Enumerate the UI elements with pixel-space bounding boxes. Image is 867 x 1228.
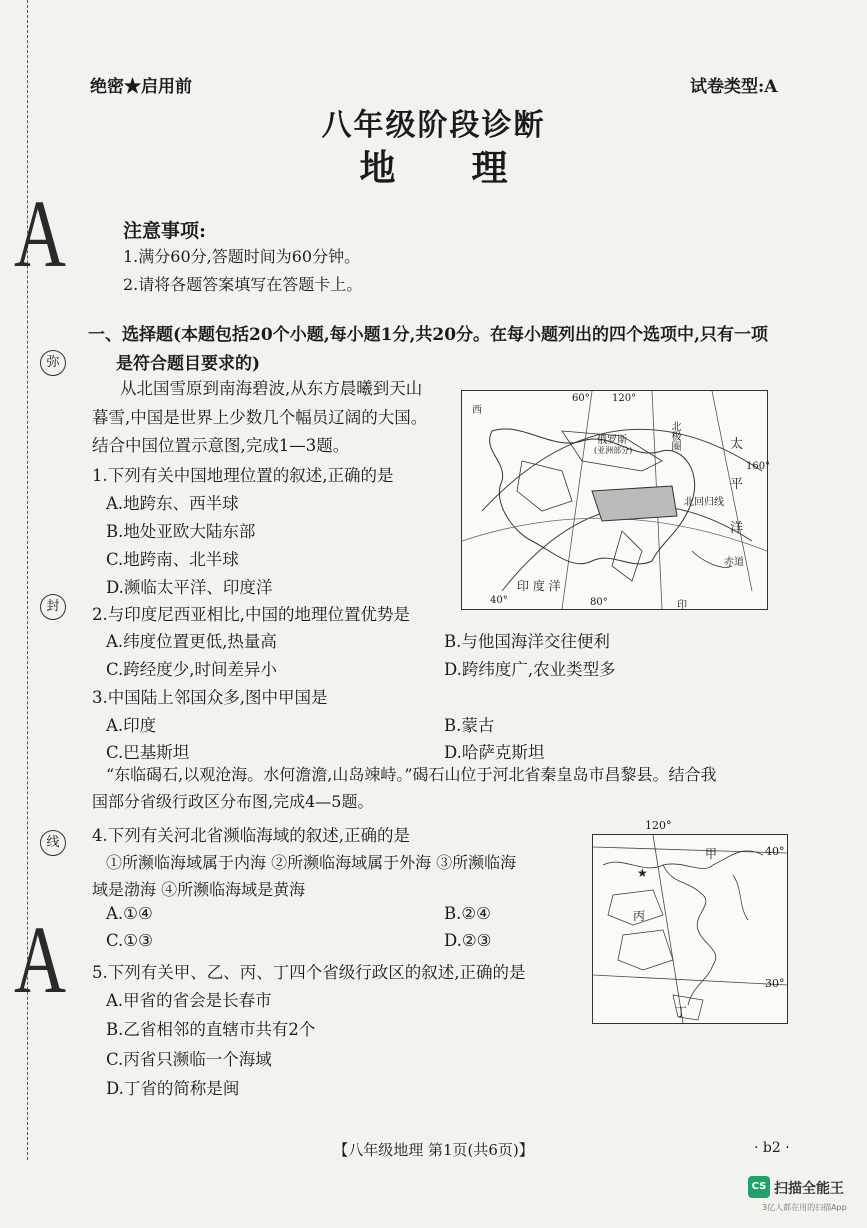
question-5-option-c: C.丙省只濒临一个海域 <box>106 1050 272 1069</box>
question-2-option-b: B.与他国海洋交往便利 <box>444 632 610 651</box>
page-code: · b2 · <box>754 1140 790 1156</box>
question-4-stem: 4.下列有关河北省濒临海域的叙述,正确的是 <box>92 826 410 845</box>
passage-line: 结合中国位置示意图,完成1—3题。 <box>92 436 350 455</box>
note-item: 2.请将各题答案填写在答题卡上。 <box>123 275 363 294</box>
note-item: 1.满分60分,答题时间为60分钟。 <box>123 247 361 266</box>
svg-text:★: ★ <box>637 866 648 880</box>
question-3-option-d: D.哈萨克斯坦 <box>444 743 545 762</box>
map-label-bing: 丙 <box>633 909 646 923</box>
map-label-pacific: 太 <box>730 437 744 452</box>
passage-line: “东临碣石,以观沧海。水何澹澹,山岛竦峙。”碣石山位于河北省秦皇岛市昌黎县。结合我 <box>106 765 717 784</box>
map-label-equator: 赤道 <box>724 557 744 568</box>
map-label-lon: 60° <box>572 393 590 404</box>
map-label-pacific: 洋 <box>730 521 744 536</box>
question-5-option-b: B.乙省相邻的直辖市共有2个 <box>106 1020 316 1039</box>
map-label-indian-ocean: 印 度 洋 <box>517 579 561 593</box>
subject-title: 地理 <box>359 147 584 189</box>
question-4-option-b: B.②④ <box>444 904 491 923</box>
question-1-option-b: B.地处亚欧大陆东部 <box>106 522 256 541</box>
map-label-lon: 40° <box>490 595 508 606</box>
map-label-lon: 120° <box>612 393 637 404</box>
page-footer: 【八年级地理 第1页(共6页)】 <box>333 1141 534 1159</box>
paper-type-label: 试卷类型:A <box>690 77 778 97</box>
map-label-tropic: 北回归线 <box>684 497 724 508</box>
seal-mark-feng: 封 <box>40 594 66 620</box>
map-label-yin: 印 <box>677 600 687 611</box>
question-4-statements-cont: 域是渤海 ④所濒临海域是黄海 <box>92 880 306 899</box>
confidential-label: 绝密★启用前 <box>90 77 192 97</box>
province-map-graphic <box>593 835 787 1023</box>
section-heading-cont: 是符合题目要求的) <box>116 354 261 374</box>
question-2-option-d: D.跨纬度广,农业类型多 <box>444 660 616 679</box>
section-heading: 一、选择题(本题包括20个小题,每小题1分,共20分。在每小题列出的四个选项中,只有一项 <box>88 325 768 345</box>
notes-heading: 注意事项: <box>123 220 207 242</box>
question-3-option-b: B.蒙古 <box>444 716 495 735</box>
question-1-option-a: A.地跨东、西半球 <box>106 494 239 513</box>
scanner-watermark: 扫描全能王 <box>774 1181 844 1197</box>
map-label-xi: 西 <box>472 405 482 416</box>
exam-title: 八年级阶段诊断 <box>321 108 546 143</box>
paper-type-letter-top: A <box>14 180 66 287</box>
seal-mark-mi: 弥 <box>40 350 66 376</box>
question-4-option-a: A.①④ <box>106 904 153 923</box>
map-label-jia: 甲 <box>705 847 718 861</box>
scanner-watermark-sub: 3亿人都在用的扫描App <box>762 1203 847 1212</box>
question-1-option-d: D.濒临太平洋、印度洋 <box>106 578 273 597</box>
map-label-lat40: 40° <box>765 845 785 858</box>
question-2-option-a: A.纬度位置更低,热量高 <box>106 632 277 651</box>
question-3-option-a: A.印度 <box>106 716 157 735</box>
question-2-stem: 2.与印度尼西亚相比,中国的地理位置优势是 <box>92 605 410 624</box>
map-label-arctic: 北极圈 <box>669 421 680 451</box>
china-location-map <box>461 390 771 611</box>
question-3-option-c: C.巴基斯坦 <box>106 743 190 762</box>
question-1-option-c: C.地跨南、北半球 <box>106 550 239 569</box>
map-label-lon: 80° <box>590 597 608 608</box>
province-distribution-map <box>592 819 788 1024</box>
map-label-lon120: 120° <box>645 819 672 832</box>
map-label-russia-sub: (亚洲部分) <box>594 446 633 455</box>
question-5-option-a: A.甲省的省会是长春市 <box>106 991 272 1010</box>
question-4-option-c: C.①③ <box>106 931 153 950</box>
passage-line: 国部分省级行政区分布图,完成4—5题。 <box>92 792 374 811</box>
question-5-option-d: D.丁省的简称是闽 <box>106 1079 240 1098</box>
map-label-ding: 丁 <box>675 1005 688 1019</box>
map-label-lon: 160° <box>746 461 771 472</box>
passage-line: 从北国雪原到南海碧波,从东方晨曦到天山 <box>120 379 423 398</box>
map-label-pacific: 平 <box>730 477 744 492</box>
map-label-lat30: 30° <box>765 977 785 990</box>
scanner-logo-icon: CS <box>748 1176 770 1198</box>
passage-line: 暮雪,中国是世界上少数几个幅员辽阔的大国。 <box>92 408 428 427</box>
map-label-russia: 俄罗斯 <box>597 435 627 446</box>
paper-type-letter-bottom: A <box>14 906 66 1013</box>
question-2-option-c: C.跨经度少,时间差异小 <box>106 660 278 679</box>
question-1-stem: 1.下列有关中国地理位置的叙述,正确的是 <box>92 466 394 485</box>
question-4-option-d: D.②③ <box>444 931 492 950</box>
question-4-statements: ①所濒临海域属于内海 ②所濒临海域属于外海 ③所濒临海 <box>106 853 517 872</box>
seal-mark-xian: 线 <box>40 830 66 856</box>
question-5-stem: 5.下列有关甲、乙、丙、丁四个省级行政区的叙述,正确的是 <box>92 963 526 982</box>
question-3-stem: 3.中国陆上邻国众多,图中甲国是 <box>92 688 328 707</box>
